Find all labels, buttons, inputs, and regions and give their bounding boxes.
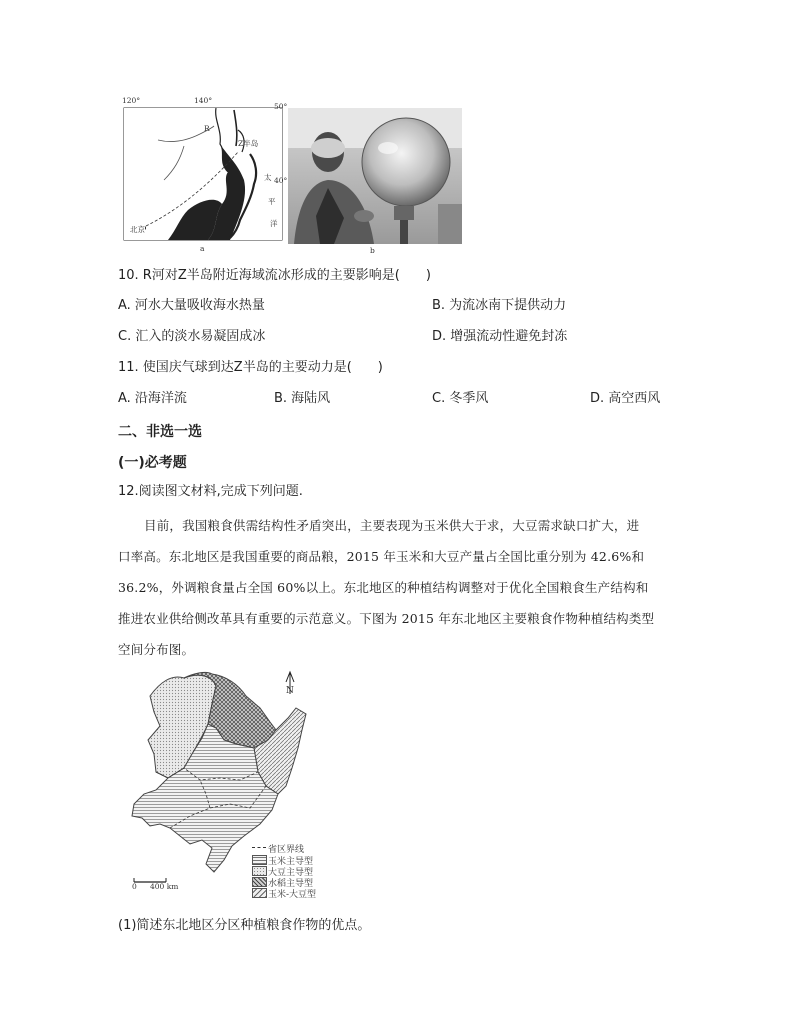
beijing-label: 北京	[130, 225, 145, 234]
ocean-label-1: 太	[264, 173, 272, 182]
q11-option-c[interactable]: C. 冬季风	[432, 391, 489, 406]
q12-paragraph-line-1: 目前，我国粮食供需结构性矛盾突出，主要表现为玉米供大于求，大豆需求缺口扩大，进	[144, 518, 640, 533]
legend-rice-swatch	[252, 877, 267, 887]
map-a-graphic	[118, 100, 286, 260]
question-10: 10. R河对Z半岛附近海域流冰形成的主要影响是( )	[118, 268, 431, 283]
northeast-crop-map	[120, 668, 340, 900]
legend-corn-swatch	[252, 855, 267, 865]
legend-soy-label: 大豆主导型	[268, 868, 314, 878]
lat-label-40: 40°	[274, 176, 288, 185]
q10-option-c[interactable]: C. 汇入的淡水易凝固成冰	[118, 329, 266, 344]
scale-zero-label: 0	[132, 882, 137, 891]
map-legend	[252, 842, 342, 900]
river-label: R	[204, 124, 210, 133]
q11-option-b[interactable]: B. 海陆风	[274, 391, 331, 406]
peninsula-label: Z半岛	[238, 139, 259, 148]
figure-a-map	[118, 96, 288, 260]
legend-boundary-label: 省区界线	[268, 845, 305, 855]
ocean-label-3: 洋	[270, 219, 278, 228]
legend-rice-label: 水稻主导型	[268, 879, 314, 889]
map-a-caption: a	[200, 244, 205, 253]
scale-distance-label: 400 km	[150, 882, 179, 891]
q10-option-d[interactable]: D. 增强流动性避免封冻	[432, 329, 568, 344]
q12-paragraph-line-5: 空间分布图。	[118, 642, 195, 657]
question-11: 11. 使国庆气球到达Z半岛的主要动力是( )	[118, 360, 383, 375]
lon-label-140: 140°	[194, 96, 213, 105]
legend-corn-soy-swatch	[252, 888, 267, 898]
legend-soy-swatch	[252, 866, 267, 876]
ocean-label-2: 平	[268, 197, 276, 206]
photo-b-graphic	[288, 108, 462, 244]
q12-paragraph-line-4: 推进农业供给侧改革具有重要的示范意义。下图为 2015 年东北地区主要粮食作物种植结构类型	[118, 611, 655, 626]
legend-corn-label: 玉米主导型	[268, 857, 314, 867]
section-subtitle: (一)必考题	[118, 455, 187, 471]
q12-sub-question-1: (1)简述东北地区分区种植粮食作物的优点。	[118, 918, 371, 933]
lon-label-120: 120°	[122, 96, 141, 105]
legend-corn-soy-label: 玉米-大豆型	[268, 890, 317, 900]
legend-boundary-line	[252, 847, 266, 848]
q11-option-a[interactable]: A. 沿海洋流	[118, 391, 187, 406]
figure-b-photo	[288, 108, 462, 260]
question-12-title: 12.阅读图文材料,完成下列问题.	[118, 484, 303, 499]
photo-b-caption: b	[370, 246, 375, 255]
section-title: 二、非选一选	[118, 424, 202, 440]
north-arrow-label: N	[286, 686, 294, 696]
q12-paragraph-line-2: 口率高。东北地区是我国重要的商品粮，2015 年玉米和大豆产量占全国比重分别为 42.6%和	[118, 549, 645, 564]
q10-option-a[interactable]: A. 河水大量吸收海水热量	[118, 298, 265, 313]
q10-option-b[interactable]: B. 为流冰南下提供动力	[432, 298, 567, 313]
q11-option-d[interactable]: D. 高空西风	[590, 391, 661, 406]
q12-paragraph-line-3: 36.2%，外调粮食量占全国 60%以上。东北地区的种植结构调整对于优化全国粮食生产结构和	[118, 580, 649, 595]
lat-label-50: 50°	[274, 102, 288, 111]
